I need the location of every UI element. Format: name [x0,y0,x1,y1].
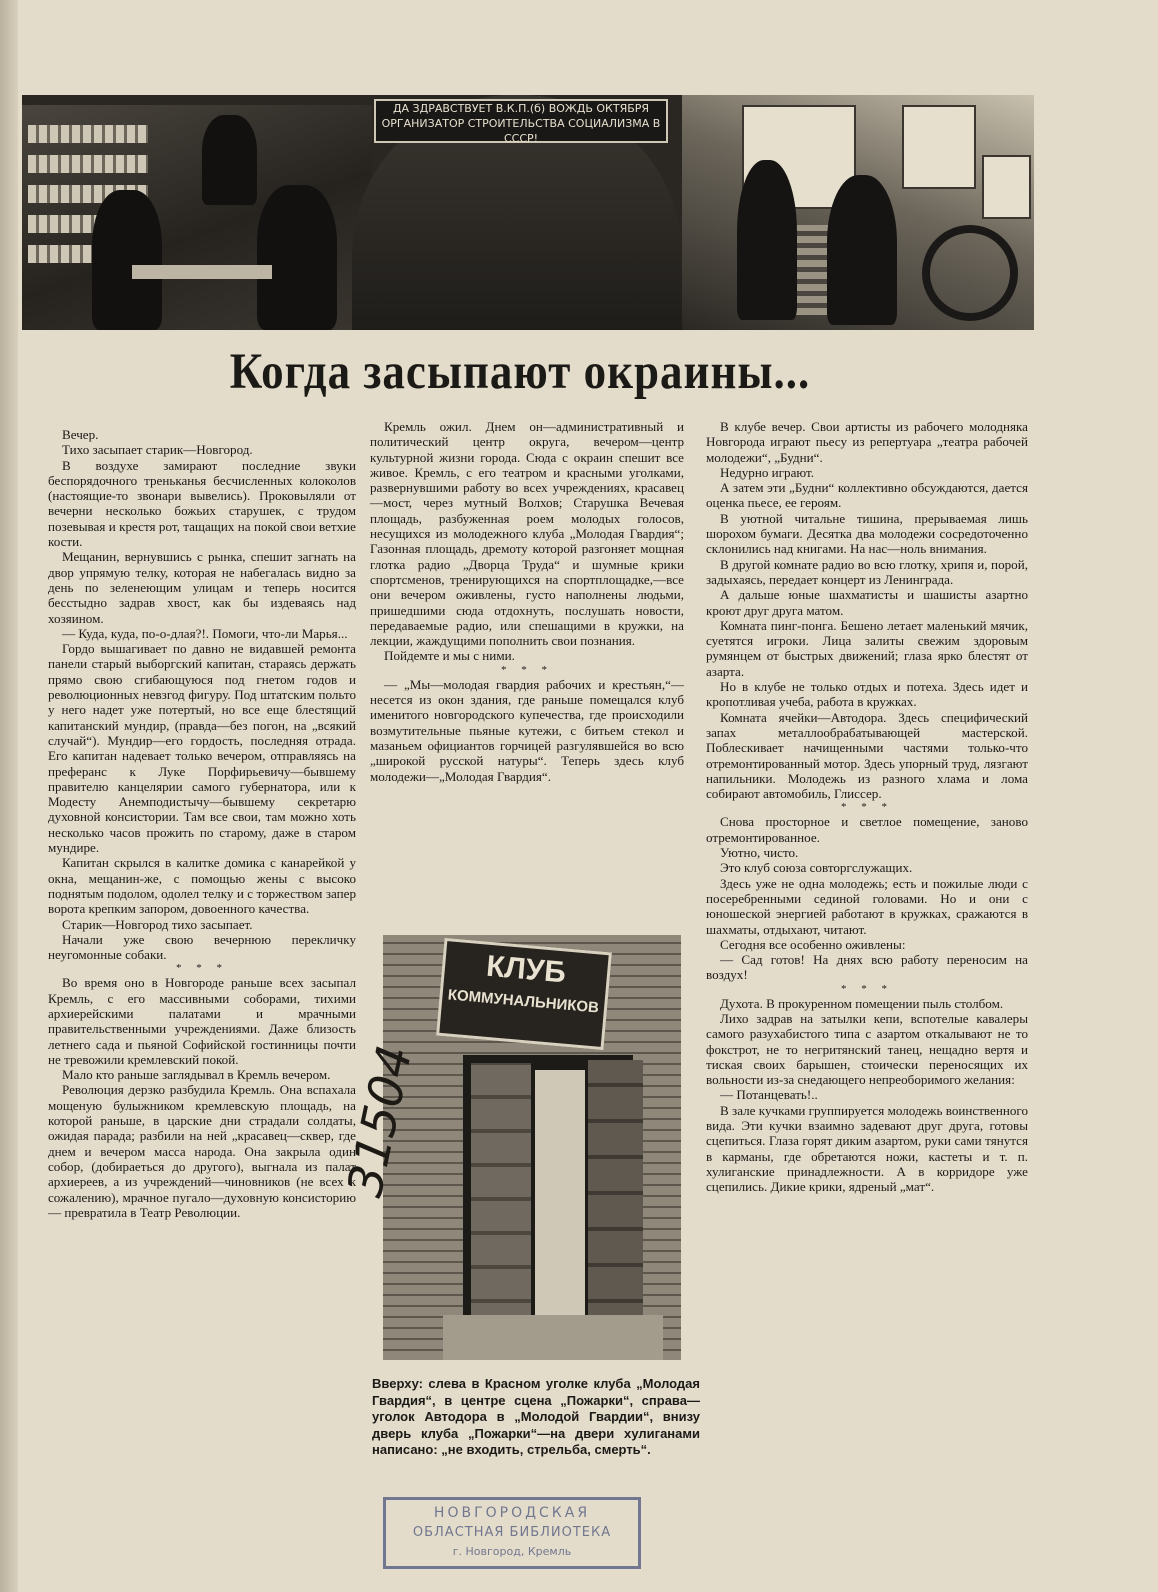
handwritten-inventory-number: 31504 [337,1040,424,1202]
paragraph: Вечер. [62,427,99,442]
paragraph: Недурно играют. [720,464,815,480]
paragraph: Гордо вышагивает по давно не видавшей ремонта панели старый выборгский капитан, стараясь держать прямо свою сгибающуюся под гнетом годов и революционных невзгод фигуру. Под штатским польто у него надет уже потертый, но все еще блестящий капитанский мундир, (правда—без погон, на „всякий случай“). Мундир—его гордость, последняя отрада. Его капитан надевает только вечером, отправляясь на преферанс к Луке Порфирьевичу—бывшему правителю канцелярии самого губернатора, или к Модесту Анемподистычу—бывшему секретарю духовной консистории. Там все свои, там можно хоть несколько часов прожить по старому, даже в старом мундире. [48,641,356,856]
paragraph: — Сад готов! На днях всю работу переносим на воздух! [706,952,1028,983]
paragraph: Комната пинг-понга. Бешено летает маленький мячик, суетятся игроки. Лица залиты свежим здоровым румянцем от быстрых движений; глаза ярко блестят от азарта. [706,617,1028,679]
stamp-line1: НОВГОРОДСКАЯ [433,1505,591,1521]
paragraph: В воздухе замирают последние звуки беспорядочного треньканья бесчисленных колоколов (настоящие-то звонари вывелись). Проковыляли от вечерни несколько божьих старушек, с трудом позевывая и крестя рот, тащащих на покой свои ветхие кости. [48,457,356,550]
paragraph: Уютно, чисто. [720,845,799,861]
paragraph: Тихо засыпает старик—Новгород. [62,442,253,458]
club-sign [436,938,612,1050]
paragraph: А дальше юные шахматисты и шашисты азартно кроют друг друга матом. [706,587,1028,618]
paragraph: Революция дерзко разбудила Кремль. Она вспахала мощеную булыжником кремлевскую площадь, на которой раньше, в царские дни страдали солдаты, ожидая парада; разбили на ней „красавец—сквер, где днем и вечером масса народа. Она закрыла один собор, (добираеться до другого), выгнала из палат архиереев, а из учреждений—чиновников (не всех к сожалению), мрачное пугало—духовную консисторию — превратила в Театр Революции. [48,1082,356,1220]
photo-avtodor-corner [682,95,1034,330]
column-3 [706,419,1028,1195]
stamp-line2: ОБЛАСТНАЯ БИБЛИОТЕКА [412,1525,612,1540]
paragraph: Это клуб союза совторгслужащих. [720,860,913,876]
section-separator: * * * [841,801,893,814]
photo-club-door [383,935,681,1360]
paragraph: Но в клубе не только отдых и потеха. Здесь идет и кропотливая учеба, работа в кружках. [706,679,1028,710]
paragraph: Лихо задрав на затылки кепи, вспотелые кавалеры самого разухабистого типа с азартом откалывают не то фокстрот, не то негритянский танец, нещадно вертя и тиская своих барышен, стоически переносящих их вольности из-за снедающего непреоборимого желания: [706,1010,1028,1088]
paragraph: — Куда, куда, по-о-длая?!. Помоги, что-ли Марья... [62,625,348,641]
paragraph: В уютной читальне тишина, прерываемая лишь шорохом бумаги. Десятка два молодежи сосредоточенно склонились над книгами. На нас—ноль внимания. [706,510,1028,557]
article-title: Когда засыпают окраины... [229,343,811,399]
paragraph: В зале кучками группируется молодежь воинственного вида. Эти кучки взаимно задевают друг друга, готовы сцепиться. Глаза горят диким азартом, руки сами тянутся в карманы, где обретаются ножи, кастеты и т. п. хулиганские принадлежности. А в корридоре уже сцепились. Дикие крики, ядреный „мат“. [706,1102,1028,1195]
photo-caption: Вверху: слева в Красном уголке клуба „Молодая Гвардия“, в центре сцена „Пожарки“, справа—уголок Автодора в „Молодой Гвардии“, внизу дверь клуба „Пожарки“—на двери хулиганами написано: „не входить, стрельба, смерть“. [372,1376,700,1457]
paragraph: Капитан скрылся в калитке домика с канарейкой у окна, мещанин-же, с помощью жены с высоко поднятым подолом, одолел телку и с торжеством запер ворота крепким запором, довоенного качества. [48,855,356,917]
paragraph: Комната ячейки—Автодора. Здесь специфический запах металлообрабатывающей мастерской. Поблескивает начищенными частями только-что отремонтированный мотор. Здесь упорный труд, лязгают напильники. Молодежь из разного хлама и лома собирают автомобиль, Глиссер. [706,709,1028,802]
paragraph: Здесь уже не одна молодежь; есть и пожилые люди с посеребренными сединой головами. Но и они с юношеской энергией работают в кружках, сражаются в шахматы, отдыхают, читают. [706,875,1028,937]
section-separator: * * * [841,982,893,995]
paragraph: Мещанин, вернувшись с рынка, спешит загнать на двор упрямую телку, которая не набегалась видно за день по зеленеющим улицам и теперь носится бесстыдно задрав хвост, как бы издеваясь над хозяином. [48,549,356,626]
paragraph: А затем эти „Будни“ коллективно обсуждаются, дается оценка пьесе, ее героям. [706,480,1028,511]
stamp-line3: г. Новгород, Кремль [452,1545,572,1558]
page-edge [0,0,18,1592]
section-separator: * * * [501,663,553,676]
column-2 [370,419,684,784]
paragraph: Сегодня все особенно оживлены: [720,936,906,952]
paragraph: Старик—Новгород тихо засыпает. [62,916,253,932]
paragraph: Духота. В прокуренном помещении пыль столбом. [720,995,1004,1011]
paragraph: В другой комнате радио во всю глотку, хрипя и, порой, задыхаясь, передает концерт из Ленинграда. [706,556,1028,587]
paragraph: — Потанцевать!.. [720,1087,818,1103]
photo-montage [22,95,1034,330]
stage-banner: ДА ЗДРАВСТВУЕТ В.К.П.(б) ВОЖДЬ ОКТЯБРЯ ОРГАНИЗАТОР СТРОИТЕЛЬСТВА СОЦИАЛИЗМА В СССР! [374,99,668,143]
club-sign-line2: КОММУНАЛЬНИКОВ [447,986,600,1017]
paragraph: В клубе вечер. Свои артисты из рабочего молодняка Новгорода играют пьесу из репертуара „театра рабочей молодежи“, „Будни“. [706,419,1028,465]
paragraph: Во время оно в Новгороде раньше всех засыпал Кремль, с его массивными соборами, тихими архиерейскими палатами и мрачными правительственными учреждениями. Даже близость летнего сада и пьяной Софийской гостинницы почти не тревожили кремлевский покой. [48,975,356,1067]
paragraph: — „Мы—молодая гвардия рабочих и крестьян,“—несется из окон здания, где раньше помещался клуб именитого новгородского купечества, где происходили возмутительные пьяные кутежи, с битьем стекол и мазаньем официантов горчицей разгулявшейся во всю „широкой русской натуры“. Теперь здесь клуб молодежи—„Молодая Гвардия“. [370,676,684,784]
paragraph: Пойдемте и мы с ними. [384,648,515,664]
library-stamp [383,1497,641,1569]
paragraph: Снова просторное и светлое помещение, заново отремонтированное. [706,814,1028,845]
section-separator: * * * [176,962,228,975]
club-sign-line1: КЛУБ [485,949,568,990]
club-doorway [463,1055,633,1345]
paragraph: Мало кто раньше заглядывал в Кремль вечером. [62,1067,331,1083]
paragraph: Кремль ожил. Днем он—административный и политический центр округа, вечером—центр культурной жизни города. Сюда с окраин спешит все живое. Кремль, с его театром и красными уголками, развернувшими работу во всех учреждениях, красавец—мост, через мутный Волхов; Старушка Вечевая площадь, разбуженная роем молодых голосов, несущихся из молодежного клуба „Молодая Гвардия“; Газонная площадь, дремоту которой разгоняет мощная глотка радио „Дворца Труда“ и шумные крики спортсменов, тренирующихся на спортплощадке,—все они вечером оживлены, густо наполнены людьми, пришедшими сюда отдохнуть, послушать новости, передаваемые радио, или спешащими в кружки, на лекции, жаждущими пополнить свои познания. [370,419,684,649]
paragraph: Начали уже свою вечернюю перекличку неугомонные собаки. [48,931,356,963]
column-1 [48,427,356,1220]
photo-red-corner [22,105,372,330]
